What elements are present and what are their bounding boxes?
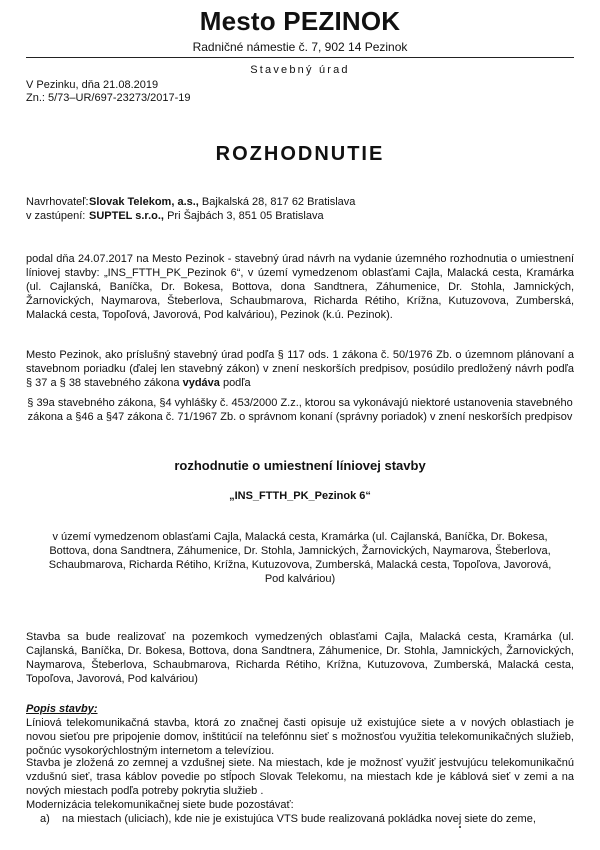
city-address: Radničné námestie č. 7, 902 14 Pezinok bbox=[192, 40, 408, 54]
applicant-name: Slovak Telekom, a.s., bbox=[89, 196, 199, 208]
description-paragraph-2: Stavba je zložená zo zemnej a vzdušnej siete. Na miestach, kde je možnosť využiť jestvujúcu telekomunikačnú vzdušnú sieť, trasa káblov povedie po stĺpoch Slovak Telekomu, na miestach kde je káblová sieť v zemi a na nových miestach podľa potreby pokrytia služieb . bbox=[26, 757, 574, 797]
applicant-line bbox=[26, 195, 355, 209]
description-heading: Popis stavby: bbox=[26, 703, 98, 715]
authority-text-end: podľa bbox=[219, 377, 251, 389]
representative-label: v zastúpení: bbox=[26, 210, 86, 222]
document-title: ROZHODNUTIE bbox=[215, 143, 385, 165]
representative-address: Pri Šajbách 3, 851 05 Bratislava bbox=[167, 210, 324, 222]
authority-text: Mesto Pezinok, ako príslušný stavebný úrad podľa § 117 ods. 1 zákona č. 50/1976 Zb. o územnom plánovaní a stavebnom poriadku (ďalej len stavebný zákon) v znení neskorších predpisov, posúdilo predložený návrh podľa § 37 a § 38 stavebného zákona bbox=[26, 349, 574, 389]
description-paragraph-1: Líniová telekomunikačná stavba, ktorá zo značnej časti opisuje už existujúce siete a v nových oblastiach je novou sieťou pre pripojenie domov, inštitúcií na telefónnu sieť s možnosťou využitia telekomunikačných služieb, počnúc vysokorýchlostným internetom a televíziou. bbox=[26, 717, 574, 757]
place-date: V Pezinku, dňa 21.08.2019 bbox=[26, 79, 159, 91]
authority-paragraph bbox=[26, 348, 574, 390]
city-prefix: Mesto bbox=[199, 6, 284, 36]
description-paragraph-3: Modernizácia telekomunikačnej siete bude pozostávať: bbox=[26, 799, 294, 811]
territory-paragraph: v území vymedzenom oblasťami Cajla, Malacká cesta, Kramárka (ul. Cajlanská, Baníčka, Dr. Bokesa, Bottova, dona Sandtnera, Záhumenice, Dr. Stohla, Jamnických, Žarnovických, Naymarova, Šteberlova, Schaubmarova, Richarda Rétiho, Krížna, Kutuzovova, Zumberská, Malacká cesta, Topoľova, Javorová, Pod kalváriou) bbox=[48, 531, 552, 585]
city-name: PEZINOK bbox=[283, 6, 401, 36]
applicant-label: Navrhovateľ: bbox=[26, 196, 89, 208]
office-name: Stavebný úrad bbox=[250, 64, 350, 76]
header-divider bbox=[26, 57, 574, 58]
applicant-address: Bajkalská 28, 817 62 Bratislava bbox=[201, 196, 356, 208]
scan-speck bbox=[459, 826, 461, 828]
decision-heading: rozhodnutie o umiestnení líniovej stavby bbox=[174, 458, 426, 473]
construction-site-paragraph: Stavba sa bude realizovať na pozemkoch vymedzených oblasťami Cajla, Malacká cesta, Kramárka (ul. Cajlanská, Baníčka, Dr. Bokesa, Bottova, dona Sandtnera, Záhumenice, Dr. Stohla, Jamnických, Žarnovických, Naymarova, Šteberlova, Schaubmarova, Richarda Rétiho, Krížna, Kutuzovova, Zumberská, Malacká cesta, Topoľova, Javorová, Pod kalváriou) bbox=[26, 631, 574, 685]
decision-project-name: „INS_FTTH_PK_Pezinok 6“ bbox=[229, 490, 371, 502]
list-item-text: na miestach (uliciach), kde nie je existujúca VTS bude realizovaná pokládka novej siete do zeme, bbox=[62, 813, 536, 825]
application-paragraph: podal dňa 24.07.2017 na Mesto Pezinok - stavebný úrad návrh na vydanie územného rozhodnutia o umiestnení líniovej stavby: „INS_FTTH_PK_Pezinok 6“, v území vymedzenom oblasťami Cajla, Malacká cesta, Kramárka (ul. Cajlanská, Baníčka, Dr. Bokesa, Bottova, dona Sandtnera, Záhumenice, Dr. Stohla, Jamnických, Žarnovických, Naymarova, Šteberlova, Schaubmarova, Richarda Rétiho, Krížna, Kutuzovova, Zumberská, Malacká cesta, Topoľová, Javorová, Pod kalváriou), Pezinok (k.ú. Pezinok). bbox=[26, 253, 574, 321]
issues-word: vydáva bbox=[182, 377, 220, 389]
representative-line bbox=[26, 209, 324, 223]
reference-number: Zn.: 5/73–UR/697-23273/2017-19 bbox=[26, 92, 191, 104]
list-marker: a) bbox=[40, 813, 50, 825]
representative-name: SUPTEL s.r.o., bbox=[89, 210, 164, 222]
city-title bbox=[0, 6, 600, 36]
legal-basis-paragraph: § 39a stavebného zákona, §4 vyhlášky č. 453/2000 Z.z., ktorou sa vykonávajú niektoré ustanovenia stavebného zákona a §46 a §47 zákona č. 71/1967 Zb. o správnom konaní (správny poriadok) v znení neskorších predpisov bbox=[27, 397, 573, 423]
